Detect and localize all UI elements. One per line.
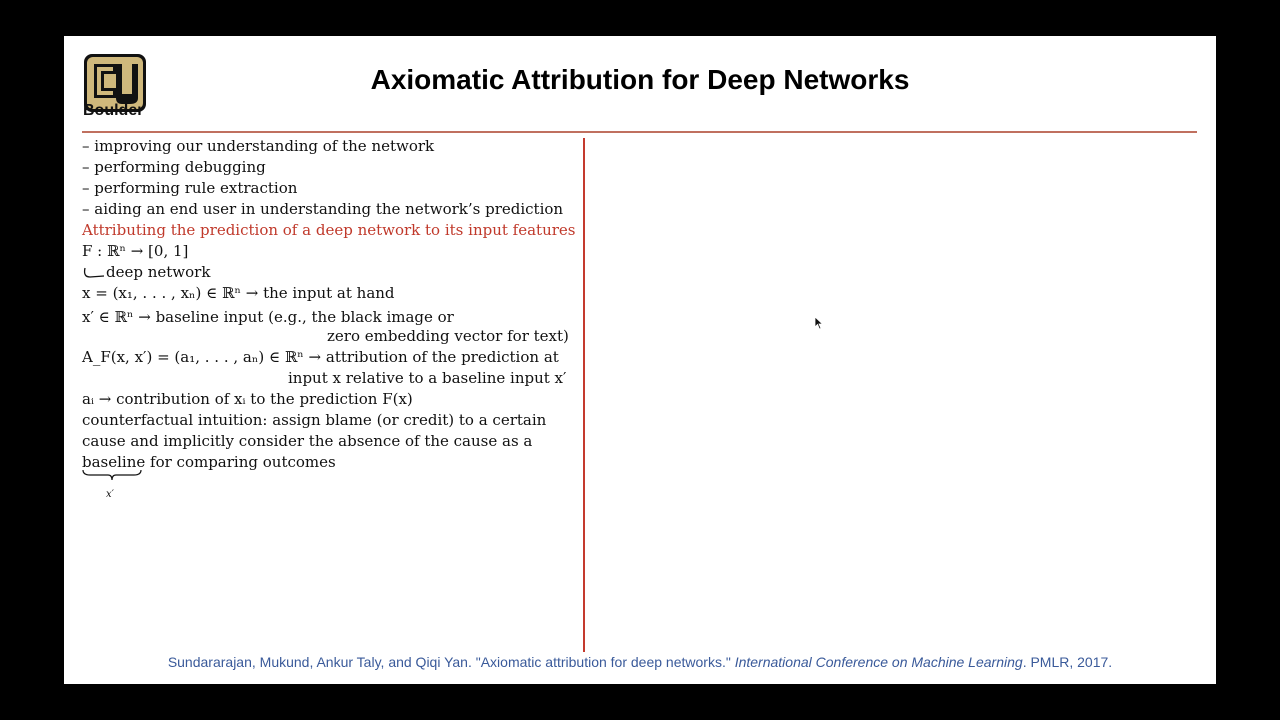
baseline-rest: for comparing outcomes xyxy=(145,453,336,471)
mouse-cursor-icon xyxy=(814,316,824,330)
f-definition: F : ℝⁿ → [0, 1] xyxy=(82,242,189,260)
bullet-item: – performing rule extraction xyxy=(82,179,298,197)
af-definition-cont: input x relative to a baseline input x′ xyxy=(288,369,567,387)
af-definition: A_F(x, x′) = (a₁, . . . , aₙ) ∈ ℝⁿ → attribution of the prediction at xyxy=(82,348,559,366)
logo-text: Boulder xyxy=(83,102,144,119)
column-divider xyxy=(583,138,585,652)
citation-venue: International Conference on Machine Learning xyxy=(734,654,1023,670)
header-divider xyxy=(82,131,1197,133)
bullet-item: – aiding an end user in understanding the network’s prediction xyxy=(82,200,564,218)
hook-arrow-icon xyxy=(82,267,106,279)
slide xyxy=(64,36,1216,684)
counterfactual-line-3 xyxy=(82,452,582,500)
x-definition: x = (x₁, . . . , xₙ) ∈ ℝⁿ → the input at hand xyxy=(82,284,395,302)
counterfactual-line-1: counterfactual intuition: assign blame (or credit) to a certain xyxy=(82,411,547,429)
baseline-term xyxy=(82,452,146,500)
counterfactual-line-2: cause and implicitly consider the absence of the cause as a xyxy=(82,432,533,450)
bullet-item: – performing debugging xyxy=(82,158,266,176)
citation-tail: . PMLR, 2017. xyxy=(1022,654,1113,670)
deep-network-label: deep network xyxy=(106,263,211,281)
section-heading: Attributing the prediction of a deep network to its input features xyxy=(82,221,576,239)
baseline-word: baseline xyxy=(82,453,146,471)
bullet-item: – improving our understanding of the network xyxy=(82,137,435,155)
xprime-definition-cont: zero embedding vector for text) xyxy=(327,327,569,345)
left-column xyxy=(82,136,582,500)
citation-authors-title: Sundararajan, Mukund, Ankur Taly, and Qiqi Yan. "Axiomatic attribution for deep networks." xyxy=(167,654,735,670)
brace-label: x′ xyxy=(106,489,114,500)
slide-title: Axiomatic Attribution for Deep Networks xyxy=(370,64,910,95)
deep-network-note xyxy=(82,262,582,283)
citation xyxy=(64,654,1216,670)
xprime-definition: x′ ∈ ℝⁿ → baseline input (e.g., the black image or xyxy=(82,308,454,326)
ai-definition: aᵢ → contribution of xᵢ to the prediction F(x) xyxy=(82,390,413,408)
underbrace-icon xyxy=(82,469,142,481)
